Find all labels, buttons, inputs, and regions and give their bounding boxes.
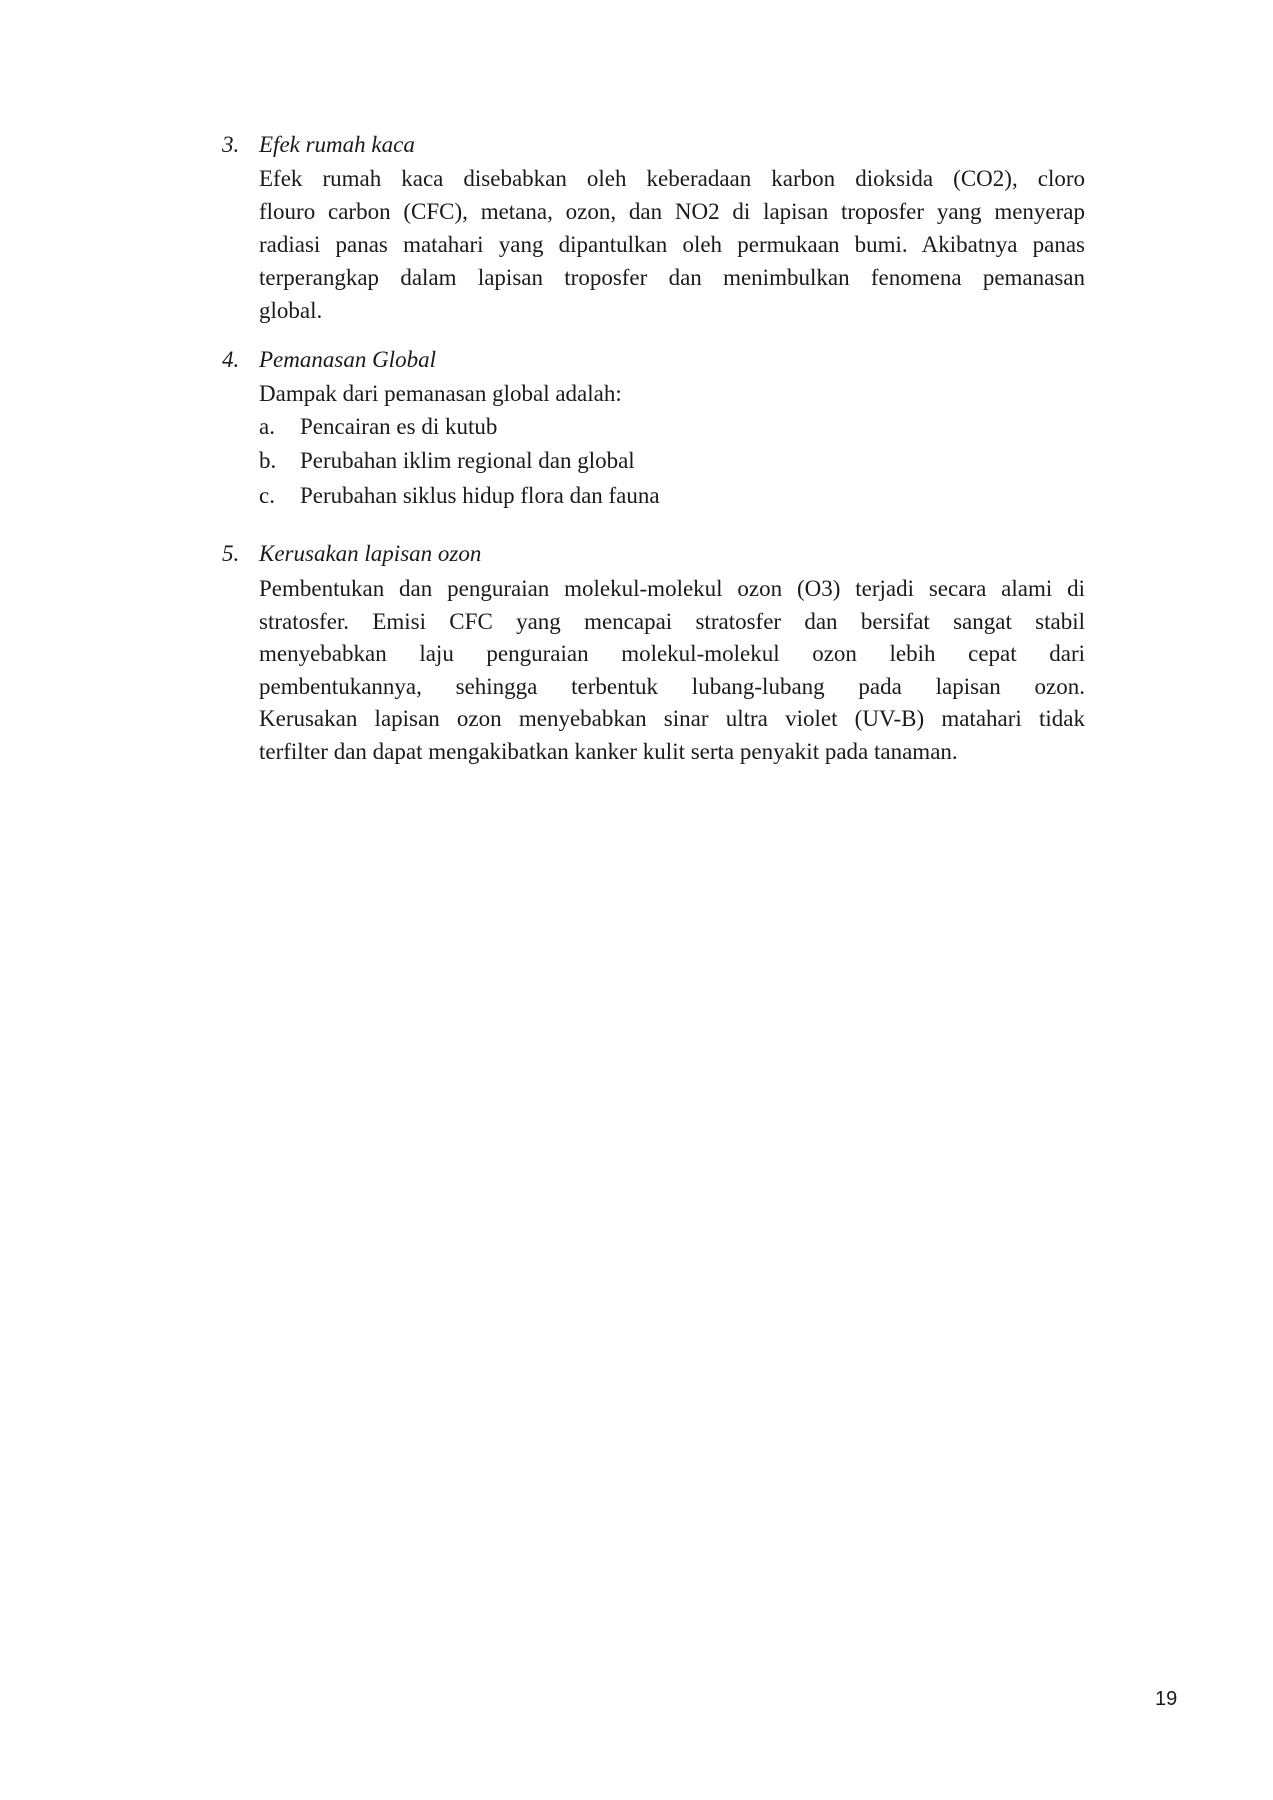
paragraph-line: pembentukannya, sehingga terbentuk lubang-lubang pada lapisan ozon. (259, 674, 1085, 699)
paragraph-line: terperangkap dalam lapisan troposfer dan menimbulkan fenomena pemanasan (259, 265, 1085, 290)
section-number: 4. (222, 347, 240, 372)
list-item (222, 410, 1085, 443)
section-intro: Dampak dari pemanasan global adalah: (259, 381, 622, 406)
paragraph-line: stratosfer. Emisi CFC yang mencapai stratosfer dan bersifat sangat stabil (259, 609, 1085, 634)
paragraph-line: terfilter dan dapat mengakibatkan kanker kulit serta penyakit pada tanaman. (259, 739, 958, 764)
section-number: 3. (222, 132, 240, 157)
list-item-text: Perubahan siklus hidup flora dan fauna (300, 483, 660, 508)
paragraph-line: flouro carbon (CFC), metana, ozon, dan NO2 di lapisan troposfer yang menyerap (259, 199, 1085, 224)
section-heading: Pemanasan Global (259, 347, 436, 372)
list-item-text: Perubahan iklim regional dan global (300, 448, 635, 473)
section-heading: Kerusakan lapisan ozon (259, 541, 482, 566)
paragraph-line: Kerusakan lapisan ozon menyebabkan sinar ultra violet (UV-B) matahari tidak (259, 706, 1085, 731)
section-heading: Efek rumah kaca (259, 132, 415, 157)
list-item (222, 444, 1085, 477)
list-item (222, 479, 1085, 512)
list-item-letter: c. (259, 483, 275, 508)
paragraph-line: radiasi panas matahari yang dipantulkan oleh permukaan bumi. Akibatnya panas (259, 232, 1085, 257)
paragraph-line: Pembentukan dan penguraian molekul-molekul ozon (O3) terjadi secara alami di (259, 576, 1085, 601)
page-number: 19 (1155, 1688, 1178, 1710)
paragraph-line: global. (259, 298, 323, 323)
list-item-text: Pencairan es di kutub (300, 414, 498, 439)
paragraph-line: Efek rumah kaca disebabkan oleh keberadaan karbon dioksida (CO2), cloro (259, 166, 1085, 191)
list-item-letter: b. (259, 448, 277, 473)
paragraph-line: menyebabkan laju penguraian molekul-molekul ozon lebih cepat dari (259, 641, 1085, 666)
section-number: 5. (222, 541, 240, 566)
list-item-letter: a. (259, 414, 275, 439)
